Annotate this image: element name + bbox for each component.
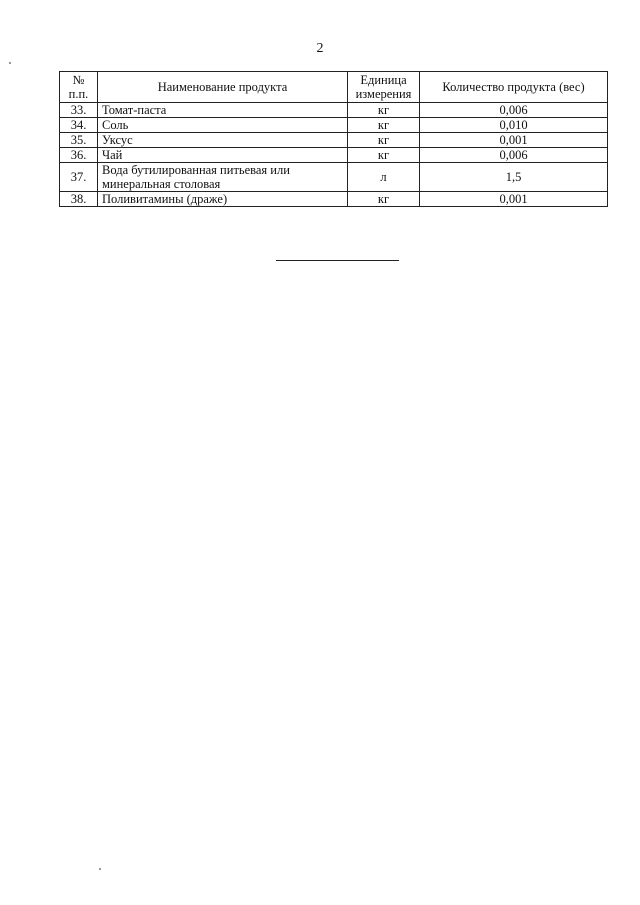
row-qty: 1,5 <box>420 163 608 192</box>
row-num: 34. <box>60 118 98 133</box>
row-unit: кг <box>348 118 420 133</box>
closing-rule <box>276 260 399 261</box>
table-row <box>60 118 608 133</box>
row-unit: кг <box>348 103 420 118</box>
header-num: № п.п. <box>60 72 98 103</box>
scan-speck <box>99 868 101 870</box>
table-row <box>60 133 608 148</box>
table-row <box>60 103 608 118</box>
header-qty: Количество продукта (вес) <box>420 72 608 103</box>
scan-speck <box>9 62 11 64</box>
products-table <box>59 71 608 207</box>
table-row <box>60 163 608 192</box>
row-num: 38. <box>60 192 98 207</box>
row-qty: 0,010 <box>420 118 608 133</box>
row-unit: кг <box>348 148 420 163</box>
table-row <box>60 192 608 207</box>
row-num: 36. <box>60 148 98 163</box>
row-name: Вода бутилированная питьевая или минеральная столовая <box>98 163 348 192</box>
header-name: Наименование продукта <box>98 72 348 103</box>
row-qty: 0,006 <box>420 103 608 118</box>
row-unit: л <box>348 163 420 192</box>
row-name: Соль <box>98 118 348 133</box>
row-qty: 0,006 <box>420 148 608 163</box>
header-unit: Единица измерения <box>348 72 420 103</box>
row-num: 35. <box>60 133 98 148</box>
row-qty: 0,001 <box>420 133 608 148</box>
row-name: Поливитамины (драже) <box>98 192 348 207</box>
row-name: Томат-паста <box>98 103 348 118</box>
row-qty: 0,001 <box>420 192 608 207</box>
row-num: 33. <box>60 103 98 118</box>
row-unit: кг <box>348 192 420 207</box>
row-unit: кг <box>348 133 420 148</box>
table-row <box>60 148 608 163</box>
row-num: 37. <box>60 163 98 192</box>
row-name: Уксус <box>98 133 348 148</box>
table-header-row <box>60 72 608 103</box>
row-name: Чай <box>98 148 348 163</box>
page-number: 2 <box>316 41 324 56</box>
